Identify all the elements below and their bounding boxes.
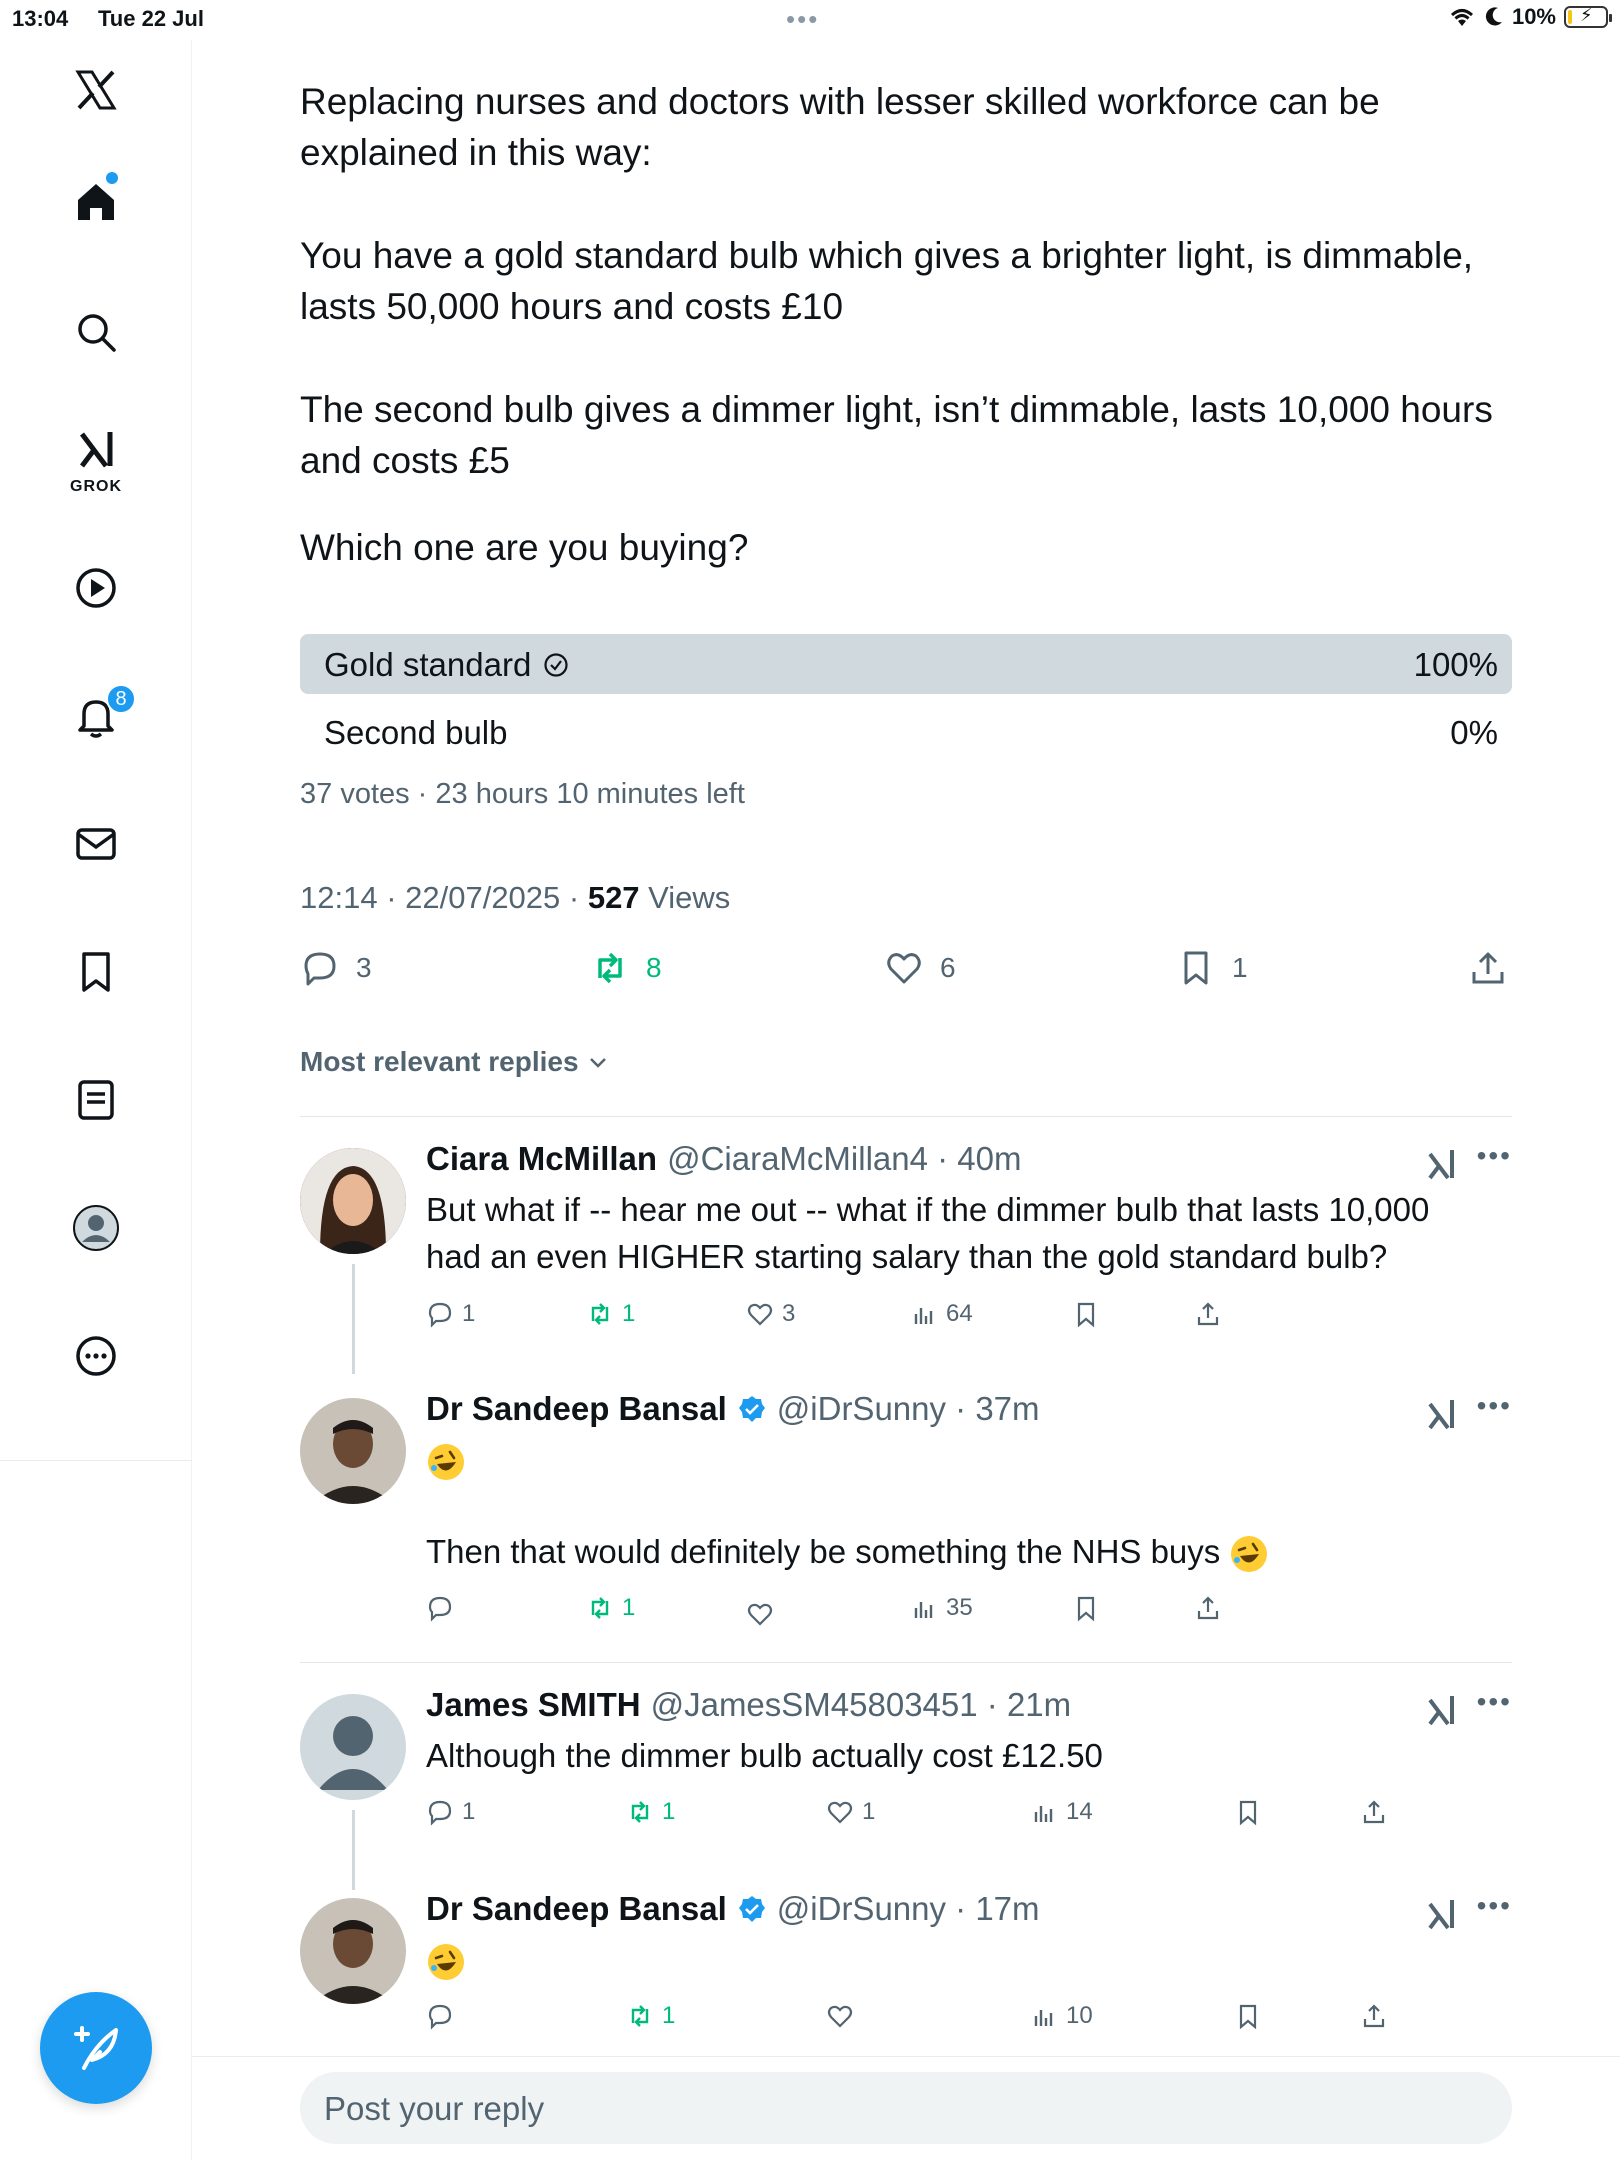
repost-count: 1 — [622, 1300, 636, 1327]
bookmark-icon — [1072, 1594, 1100, 1622]
more-icon[interactable]: ••• — [1476, 1890, 1512, 1921]
bookmarks-icon[interactable] — [66, 942, 126, 1002]
views-count[interactable]: 527 — [587, 880, 640, 915]
grok-icon[interactable] — [1422, 1396, 1460, 1434]
analytics-icon — [910, 1300, 938, 1328]
grok-icon[interactable] — [66, 420, 126, 480]
search-icon[interactable] — [66, 302, 126, 362]
reply-count: 1 — [462, 1300, 476, 1327]
reply-icon — [426, 1798, 454, 1826]
like-count: 6 — [940, 952, 956, 983]
reply-icon — [426, 1594, 454, 1622]
views-count: 35 — [946, 1594, 973, 1621]
poll-option-label: Gold standard — [324, 646, 532, 683]
reply-author-name[interactable]: Dr Sandeep Bansal — [426, 1390, 727, 1427]
repost-count: 1 — [662, 2002, 676, 2029]
more-icon[interactable]: ••• — [1476, 1686, 1512, 1717]
views-button[interactable] — [1030, 2002, 1093, 2030]
post-time: 12:14 · 22/07/2025 · — [300, 880, 588, 915]
more-options-icon[interactable] — [66, 1326, 126, 1386]
poll — [300, 634, 1512, 810]
post-paragraph: Replacing nurses and doctors with lesser skilled workforce can be explained in this way: — [300, 81, 1380, 173]
status-bar — [0, 0, 1620, 40]
video-icon[interactable] — [66, 558, 126, 618]
bookmark-button[interactable] — [1234, 2002, 1262, 2030]
lists-icon[interactable] — [66, 1070, 126, 1130]
reply-author-handle: @iDrSunny · 37m — [776, 1390, 1040, 1427]
like-button[interactable] — [746, 1600, 774, 1628]
share-button[interactable] — [1194, 1300, 1222, 1328]
battery-percent: 10% — [1511, 4, 1556, 29]
repost-button[interactable] — [586, 1300, 635, 1328]
bookmark-button[interactable] — [1234, 1798, 1262, 1826]
share-button[interactable] — [1360, 2002, 1388, 2030]
share-button[interactable] — [1194, 1594, 1222, 1622]
poll-option-label: Second bulb — [324, 714, 508, 751]
views-button[interactable] — [1030, 1798, 1093, 1826]
status-time: 13:04 — [12, 6, 69, 31]
bookmark-button[interactable] — [1176, 948, 1248, 988]
reply-text: But what if -- hear me out -- what if the dimmer bulb that lasts 10,000 had an even HIGHER starting salary than the gold standard bulb? — [426, 1191, 1430, 1275]
reply-actions — [426, 1300, 1426, 1336]
analytics-icon — [1030, 2002, 1058, 2030]
like-button[interactable] — [884, 948, 956, 988]
profile-icon[interactable] — [66, 1198, 126, 1258]
reply-button[interactable] — [426, 1798, 475, 1826]
reply-count: 1 — [462, 1798, 476, 1825]
analytics-icon — [910, 1594, 938, 1622]
poll-meta: 37 votes · 23 hours 10 minutes left — [300, 778, 745, 810]
bookmark-button[interactable] — [1072, 1594, 1100, 1622]
poll-option[interactable] — [300, 634, 1512, 694]
reply-button[interactable] — [426, 1594, 454, 1622]
compose-post-button[interactable] — [40, 1992, 152, 2104]
messages-icon[interactable] — [66, 814, 126, 874]
like-button[interactable] — [826, 1798, 875, 1826]
replies-sort-dropdown[interactable] — [300, 1046, 609, 1078]
home-unread-dot — [106, 172, 118, 184]
avatar[interactable] — [300, 1898, 406, 2004]
multitasking-dots-icon[interactable]: ••• — [786, 4, 820, 34]
views-button[interactable] — [910, 1300, 973, 1328]
avatar[interactable] — [300, 1148, 406, 1254]
more-icon[interactable]: ••• — [1476, 1390, 1512, 1421]
post-actions — [300, 948, 1512, 998]
grok-label: GROK — [70, 478, 122, 495]
post-body — [300, 76, 1512, 625]
post-paragraph: Which one are you buying? — [300, 527, 749, 568]
share-icon — [1194, 1594, 1222, 1622]
reply-button[interactable] — [426, 1300, 475, 1328]
views-label: Views — [639, 880, 731, 915]
post-paragraph: You have a gold standard bulb which gives a brighter light, is dimmable, lasts 50,000 hours and costs £10 — [300, 235, 1474, 327]
verified-badge-icon — [737, 1394, 767, 1424]
status-date: Tue 22 Jul — [98, 6, 204, 31]
reply-actions — [426, 2002, 1426, 2038]
repost-icon — [626, 1798, 654, 1826]
reply-placeholder: Post your reply — [324, 2090, 545, 2127]
repost-button[interactable] — [626, 1798, 675, 1826]
bookmark-icon — [1234, 1798, 1262, 1826]
reply-text: Although the dimmer bulb actually cost £12.50 — [426, 1737, 1103, 1774]
views-count: 10 — [1066, 2002, 1093, 2029]
post-timestamp — [300, 880, 730, 916]
repost-count: 8 — [646, 952, 662, 983]
reply-actions — [426, 1798, 1426, 1834]
check-circle-icon — [543, 652, 569, 678]
reply-button[interactable] — [300, 948, 372, 988]
reply-text-line — [426, 1528, 1486, 1575]
notifications-badge: 8 — [106, 684, 136, 714]
repost-button[interactable] — [590, 948, 662, 988]
bookmark-button[interactable] — [1072, 1300, 1100, 1328]
repost-icon — [590, 948, 630, 988]
heart-icon — [746, 1600, 774, 1628]
sort-label: Most relevant replies — [300, 1046, 579, 1077]
share-button[interactable] — [1360, 1798, 1388, 1826]
share-icon — [1194, 1300, 1222, 1328]
like-button[interactable] — [826, 2002, 854, 2030]
views-count: 14 — [1066, 1798, 1093, 1825]
bookmark-icon — [1072, 1300, 1100, 1328]
reply-actions — [426, 1594, 1426, 1630]
like-button[interactable] — [746, 1300, 795, 1328]
reply-button[interactable] — [426, 2002, 454, 2030]
avatar[interactable] — [300, 1694, 406, 1800]
reply-composer-input[interactable] — [300, 2072, 1512, 2144]
repost-icon — [586, 1300, 614, 1328]
poll-option-percent: 0% — [1450, 714, 1498, 751]
repost-icon — [626, 2002, 654, 2030]
heart-icon — [884, 948, 924, 988]
rolling-laughing-emoji-icon — [1229, 1534, 1269, 1574]
reply-author-name[interactable]: Ciara McMillan — [426, 1140, 658, 1177]
heart-icon — [826, 1798, 854, 1826]
reply-author-handle: @CiaraMcMillan4 · 40m — [667, 1140, 1022, 1177]
chevron-down-icon — [587, 1051, 609, 1073]
poll-option[interactable] — [300, 702, 1512, 762]
poll-option-percent: 100% — [1413, 646, 1498, 683]
rolling-laughing-emoji-icon — [426, 1442, 466, 1482]
reply-author-handle: @iDrSunny · 17m — [776, 1890, 1040, 1927]
share-button[interactable] — [1468, 948, 1508, 988]
battery-icon: ⚡ — [1564, 6, 1608, 28]
analytics-icon — [1030, 1798, 1058, 1826]
bookmark-count: 1 — [1232, 952, 1248, 983]
views-count: 64 — [946, 1300, 973, 1327]
reply-icon — [300, 948, 340, 988]
repost-count: 1 — [622, 1594, 636, 1621]
reply-author-handle: @JamesSM45803451 · 21m — [650, 1686, 1072, 1723]
x-logo-icon[interactable] — [66, 60, 126, 120]
heart-icon — [826, 2002, 854, 2030]
moon-icon — [1484, 6, 1504, 28]
bookmark-icon — [1234, 2002, 1262, 2030]
bookmark-icon — [1176, 948, 1216, 988]
repost-button[interactable] — [626, 2002, 675, 2030]
repost-icon — [586, 1594, 614, 1622]
like-count: 1 — [862, 1798, 876, 1825]
reply-count: 3 — [356, 952, 372, 983]
reply-body — [426, 1436, 1486, 1483]
reply-author-name[interactable]: Dr Sandeep Bansal — [426, 1890, 727, 1927]
feather-plus-icon — [68, 2020, 124, 2076]
reply-author-name[interactable]: James SMITH — [426, 1686, 641, 1723]
reply-icon — [426, 2002, 454, 2030]
repost-button[interactable] — [586, 1594, 635, 1622]
grok-icon[interactable] — [1422, 1146, 1460, 1184]
avatar[interactable] — [300, 1398, 406, 1504]
verified-badge-icon — [737, 1894, 767, 1924]
grok-icon[interactable] — [1422, 1896, 1460, 1934]
share-icon — [1360, 1798, 1388, 1826]
reply-text: Then that would definitely be something the NHS buys — [426, 1533, 1221, 1570]
rolling-laughing-emoji-icon — [426, 1942, 466, 1982]
share-icon — [1360, 2002, 1388, 2030]
grok-icon[interactable] — [1422, 1692, 1460, 1730]
reply-icon — [426, 1300, 454, 1328]
wifi-icon — [1448, 6, 1476, 28]
post-paragraph: The second bulb gives a dimmer light, isn’t dimmable, lasts 10,000 hours and costs £5 — [300, 389, 1493, 481]
like-count: 3 — [782, 1300, 796, 1327]
share-icon — [1468, 948, 1508, 988]
heart-icon — [746, 1300, 774, 1328]
reply-body — [426, 1936, 1486, 1983]
views-button[interactable] — [910, 1594, 973, 1622]
repost-count: 1 — [662, 1798, 676, 1825]
more-icon[interactable]: ••• — [1476, 1140, 1512, 1171]
